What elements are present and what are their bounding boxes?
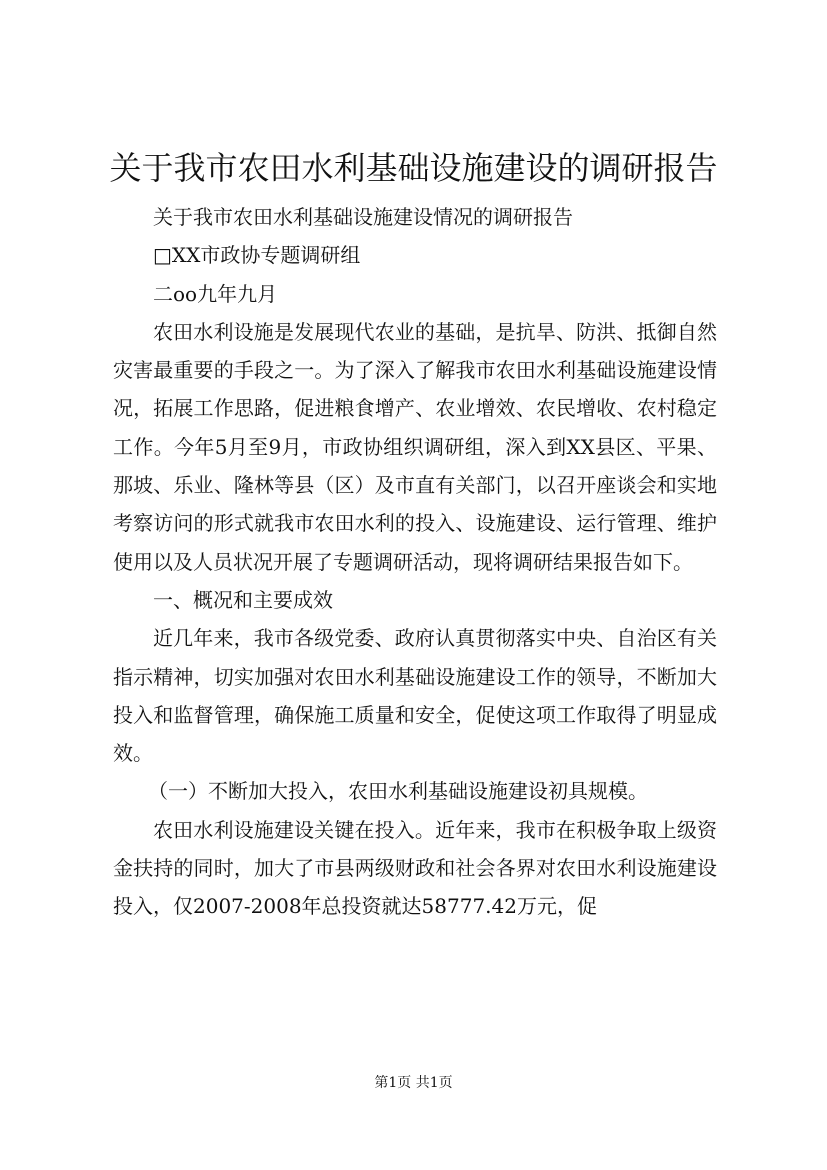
page-footer: 第1页 共1页 bbox=[374, 1075, 453, 1091]
document-title: 关于我市农田水利基础设施建设的调研报告 bbox=[109, 149, 718, 187]
document-subtitle: 关于我市农田水利基础设施建设情况的调研报告 bbox=[153, 205, 573, 229]
body-paragraph-investment: 农田水利设施建设关键在投入。近年来，我市在积极争取上级资金扶持的同时，加大了市县两级财政和社会各界对农田水利设施建设投入，仅2007-2008年总投资就达58777.42万元，促 bbox=[113, 817, 717, 919]
section-heading-1: 一、概况和主要成效 bbox=[153, 587, 333, 612]
document-author: □XX市政协专题调研组 bbox=[153, 243, 361, 268]
document-date: 二oo九年九月 bbox=[153, 281, 278, 306]
body-paragraph-overview: 近几年来，我市各级党委、政府认真贯彻落实中央、自治区有关指示精神，切实加强对农田水利基础设施建设工作的领导，不断加大投入和监督管理，确保施工质量和安全，促使这项工作取得了明显成效。 bbox=[113, 626, 717, 766]
subsection-heading-1: （一）不断加大投入，农田水利基础设施建设初具规模。 bbox=[148, 779, 648, 804]
body-paragraph-intro: 农田水利设施是发展现代农业的基础，是抗旱、防洪、抵御自然灾害最重要的手段之一。为了深入了解我市农田水利基础设施建设情况，拓展工作思路，促进粮食增产、农业增效、农民增收、农村稳定工作。今年5月至9月，市政协组织调研组，深入到XX县区、平果、那坡、乐业、隆林等县（区）及市直有关部门，以召开座谈会和实地考察访问的形式就我市农田水利的投入、设施建设、运行管理、维护使用以及人员状况开展了专题调研活动，现将调研结果报告如下。 bbox=[113, 319, 717, 574]
document-body bbox=[113, 198, 717, 926]
